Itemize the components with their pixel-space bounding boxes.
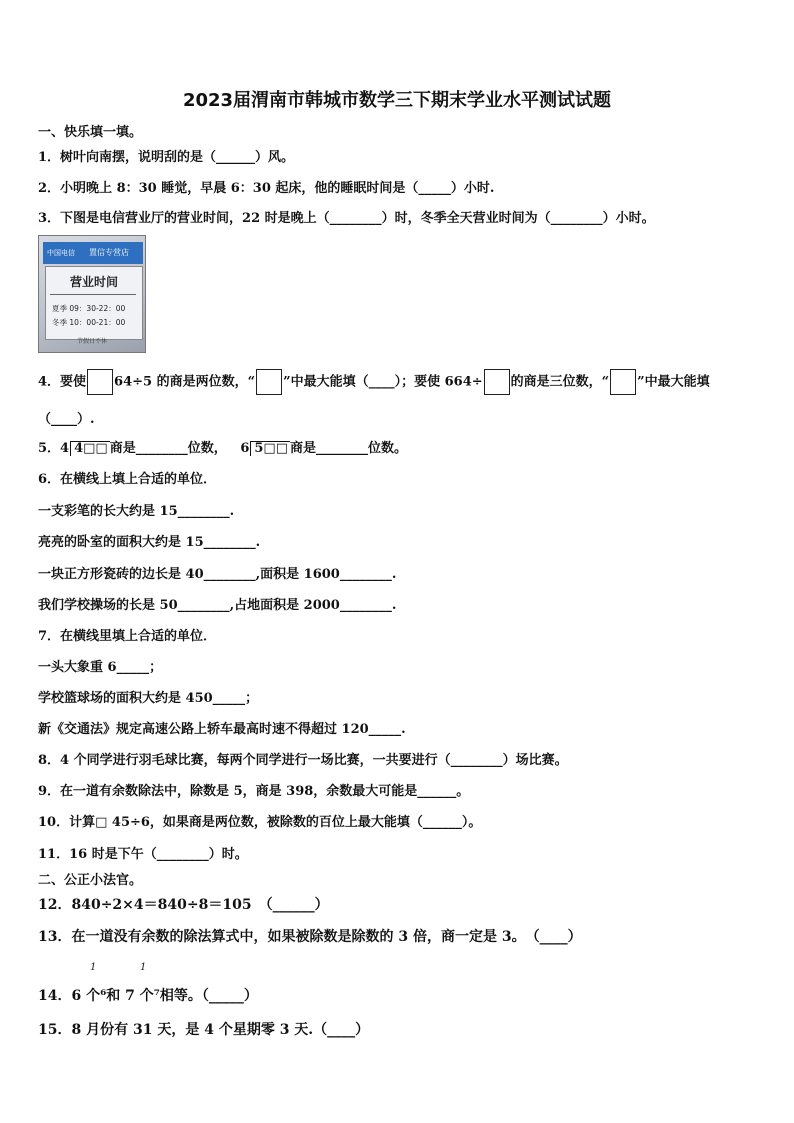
divisor-2: 6 [240, 441, 250, 456]
question-11: 11．16 时是下午（________）时。 [38, 847, 248, 862]
telecom-logo: 中国电信 [47, 249, 75, 257]
answer-box[interactable] [87, 369, 113, 395]
question-6a: 一支彩笔的长大约是 15________. [38, 504, 235, 519]
long-division-2: 5□□ [250, 441, 290, 456]
hours-heading: 营业时间 [69, 275, 118, 289]
question-7c: 新《交通法》规定高速公路上轿车最高时速不得超过 120_____. [38, 722, 406, 737]
answer-box[interactable] [484, 369, 510, 395]
question-14: 14．6 个⁶和 7 个⁷相等。（_____） [38, 988, 258, 1004]
question-7a: 一头大象重 6_____； [38, 660, 163, 675]
question-3: 3．下图是电信营业厅的营业时间，22 时是晚上（________）时，冬季全天营业时间为（________）小时。 [38, 211, 655, 226]
q5-number: 5． [38, 441, 61, 456]
long-division-1: 4□□ [70, 441, 110, 456]
q4-text-e: ”中最大能填 [637, 374, 710, 390]
question-6: 6．在横线上填上合适的单位． [38, 472, 217, 487]
question-8: 8．4 个同学进行羽毛球比赛，每两个同学进行一场比赛，一共要进行（________）场比赛。 [38, 753, 568, 768]
question-6c: 一块正方形瓷砖的边长是 40________,面积是 1600________. [38, 567, 397, 582]
holiday-note: 节假日不休 [76, 338, 107, 345]
question-10: 10．计算□ 45÷6，如果商是两位数，被除数的百位上最大能填（______）。 [38, 815, 482, 830]
divisor-1: 4 [60, 441, 70, 456]
q4-text-a: 4．要使 [38, 374, 87, 390]
question-6d: 我们学校操场的长是 50________,占地面积是 2000________. [38, 598, 397, 613]
answer-box[interactable] [610, 369, 636, 395]
question-7b: 学校篮球场的面积大约是 450_____； [38, 691, 259, 706]
question-4-continued: （____）. [38, 412, 95, 427]
hours-panel [45, 266, 143, 340]
section-2-heading: 二、公正小法官。 [38, 873, 143, 888]
divider [50, 294, 136, 295]
store-banner [43, 242, 143, 264]
question-15: 15．8 月份有 31 天，是 4 个星期零 3 天.（____） [38, 1022, 370, 1038]
business-hours-photo [38, 235, 146, 353]
question-4 [38, 369, 710, 395]
question-13: 13．在一道没有余数的除法算式中，如果被除数是除数的 3 倍，商一定是 3。 （____） [38, 929, 582, 945]
page-title: 2023届渭南市韩城市数学三下期末学业水平测试试题 [182, 90, 612, 111]
question-7: 7．在横线里填上合适的单位． [38, 629, 217, 644]
winter-hours: 冬季 10：00-21：00 [52, 318, 126, 327]
q5-text-1: 商是________位数， [109, 441, 227, 456]
question-9: 9．在一道有余数除法中，除数是 5，商是 398，余数最大可能是______。 [38, 784, 470, 799]
section-1-heading: 一、快乐填一填。 [38, 125, 143, 140]
fraction-numerator: 1 [90, 962, 97, 973]
question-1: 1．树叶向南摆，说明刮的是（______）风。 [38, 150, 295, 165]
q4-text-d: 的商是三位数，“ [510, 374, 610, 390]
store-name: 置信专营店 [89, 248, 129, 257]
answer-box[interactable] [256, 369, 282, 395]
question-2: 2．小明晚上 8：30 睡觉，早晨 6：30 起床，他的睡眠时间是（_____）小时. [38, 181, 495, 196]
summer-hours: 夏季 09：30-22：00 [52, 304, 126, 313]
fraction-numerator: 1 [140, 962, 147, 973]
question-6b: 亮亮的卧室的面积大约是 15________. [38, 535, 261, 550]
q4-text-b: 64÷5 的商是两位数，“ [114, 374, 256, 390]
question-12: 12．840÷2×4＝840÷8＝105 （______） [38, 897, 329, 913]
question-5 [38, 437, 407, 456]
q4-text-c: ”中最大能填（____）；要使 664÷ [283, 374, 483, 390]
q5-text-2: 商是________位数。 [289, 441, 407, 456]
